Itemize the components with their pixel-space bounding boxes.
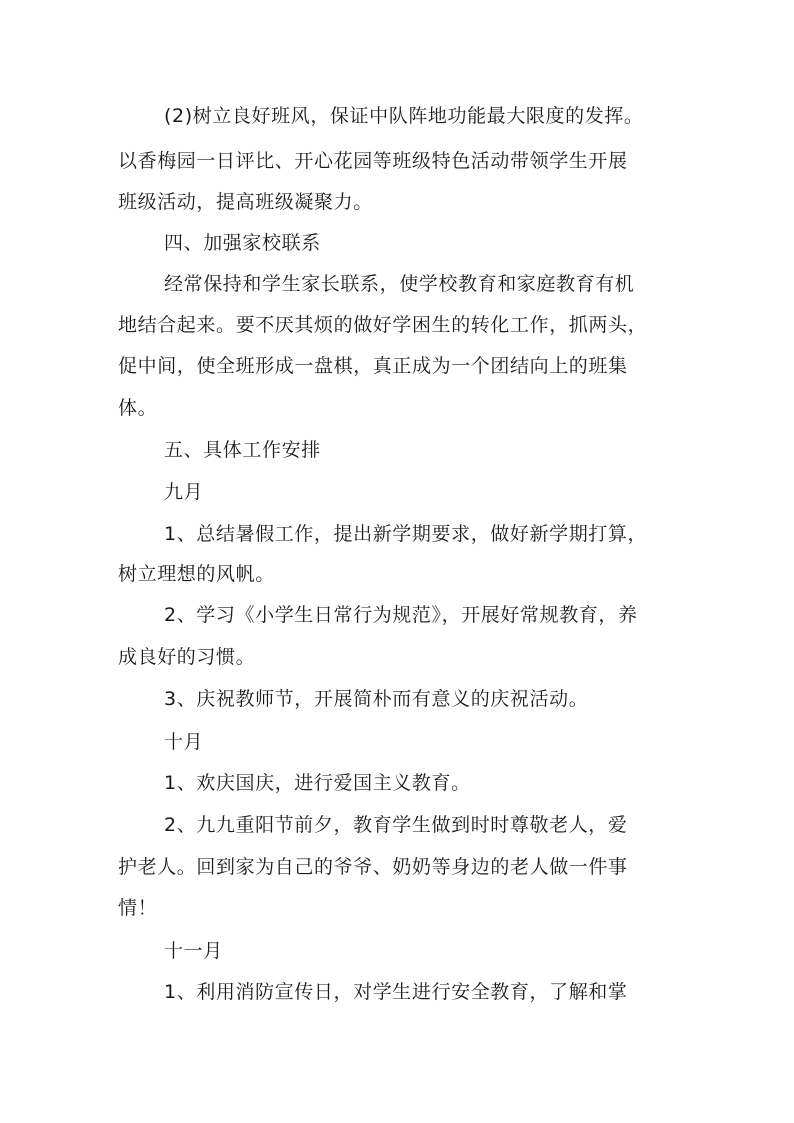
section-heading: 五、具体工作安排 [164,439,321,461]
paragraph-line: 经常保持和学生家长联系，使学校教育和家庭教育有机 [164,273,635,295]
paragraph-line: 2、九九重阳节前夕，教育学生做到时时尊敬老人，爱 [164,814,628,836]
paragraph-line: 护老人。回到家为自己的爷爷、奶奶等身边的老人做一件事 [118,856,628,878]
paragraph-line: 体。 [118,397,158,419]
paragraph-line: (2)树立良好班风，保证中队阵地功能最大限度的发挥。 [164,105,644,127]
month-heading: 十月 [164,731,204,753]
paragraph-line: 班级活动，提高班级凝聚力。 [118,191,373,213]
paragraph-line: 情！ [118,897,158,919]
paragraph-line: 促中间，使全班形成一盘棋，真正成为一个团结向上的班集 [118,355,628,377]
paragraph-line: 2、学习《小学生日常行为规范》，开展好常规教育，养 [164,604,638,626]
month-heading: 九月 [164,481,204,503]
paragraph-line: 树立理想的风帆。 [118,563,275,585]
paragraph-line: 1、欢庆国庆，进行爱国主义教育。 [164,772,471,794]
paragraph-line: 地结合起来。要不厌其烦的做好学困生的转化工作，抓两头， [118,314,648,336]
paragraph-line: 以香梅园一日评比、开心花园等班级特色活动带领学生开展 [118,150,628,172]
month-heading: 十一月 [164,940,223,962]
paragraph-line: 1、总结暑假工作，提出新学期要求，做好新学期打算， [164,523,648,545]
section-heading: 四、加强家校联系 [164,232,321,254]
paragraph-line: 成良好的习惯。 [118,646,256,668]
paragraph-line: 3、庆祝教师节，开展简朴而有意义的庆祝活动。 [164,688,589,710]
paragraph-line: 1、利用消防宣传日，对学生进行安全教育，了解和掌 [164,981,628,1003]
